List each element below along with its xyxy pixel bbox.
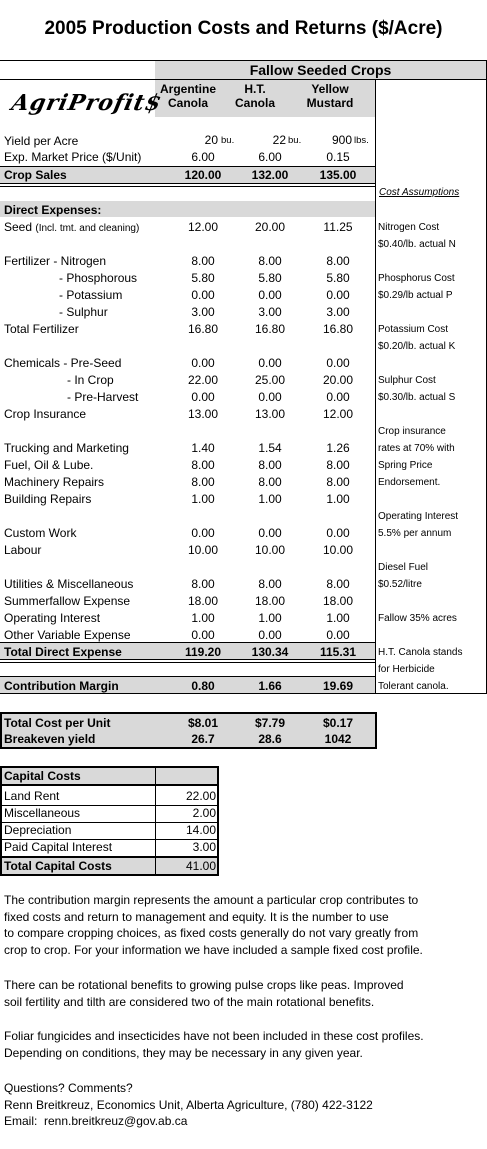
row-seed-v3: 11.25 xyxy=(323,220,353,234)
contribution-label: Contribution Margin xyxy=(4,679,119,693)
assumption-line: Crop insurance xyxy=(378,426,446,437)
capital-total-divider xyxy=(155,856,156,876)
row-seed-v1: 12.00 xyxy=(187,220,219,234)
direct-expenses-label: Direct Expenses: xyxy=(4,203,102,217)
row-custom-work-label: Custom Work xyxy=(4,526,77,540)
row-operating-interest-v1: 1.00 xyxy=(191,611,215,625)
yield-value-2: 22 xyxy=(272,133,286,147)
row-utilities-v1: 8.00 xyxy=(191,577,215,591)
row-preharvest-v1: 0.00 xyxy=(191,390,215,404)
row-custom-work-v3: 0.00 xyxy=(326,526,350,540)
row-labour-label: Labour xyxy=(4,543,42,557)
capital-row-label: Land Rent xyxy=(4,789,60,803)
total-direct-v1: 119.20 xyxy=(184,645,222,659)
row-sulphur-v1: 3.00 xyxy=(191,305,215,319)
email-line: Email: renn.breitkreuz@gov.ab.ca xyxy=(4,1114,188,1129)
yield-unit-1: bu. xyxy=(221,135,235,146)
row-incrop-v2: 25.00 xyxy=(254,373,286,387)
row-machinery-v2: 8.00 xyxy=(258,475,282,489)
row-trucking-v3: 1.26 xyxy=(326,441,350,455)
breakeven-v1: 26.7 xyxy=(191,732,215,746)
total-direct-v3: 115.31 xyxy=(319,645,357,659)
row-preseed-v3: 0.00 xyxy=(326,356,350,370)
crop-sales-label: Crop Sales xyxy=(4,168,67,182)
capital-row-label: Miscellaneous xyxy=(4,806,81,820)
breakeven-v2: 28.6 xyxy=(258,732,282,746)
main-table-bottom xyxy=(0,693,487,694)
row-custom-work-v1: 0.00 xyxy=(191,526,215,540)
total-cost-v2: $7.79 xyxy=(254,716,286,730)
row-other-variable-label: Other Variable Expense xyxy=(4,628,131,642)
capital-total-value: 41.00 xyxy=(185,859,216,873)
row-total-fertilizer-v3: 16.80 xyxy=(322,322,354,336)
cost-assumptions-title: Cost Assumptions xyxy=(379,187,460,198)
row-trucking-v1: 1.40 xyxy=(191,441,215,455)
yield-label: Yield per Acre xyxy=(4,134,79,148)
total-direct-bottom-rule xyxy=(0,659,375,663)
row-phosphorous-v1: 5.80 xyxy=(191,271,215,285)
price-value-1: 6.00 xyxy=(191,150,215,164)
assumption-line: $0.52/litre xyxy=(378,579,422,590)
row-summerfallow-v2: 18.00 xyxy=(254,594,286,608)
row-preharvest-label: - Pre-Harvest xyxy=(67,390,139,404)
capital-header-divider xyxy=(155,766,156,786)
row-phosphorous-v3: 5.80 xyxy=(326,271,350,285)
email-link[interactable]: renn.breitkreuz@gov.ab.ca xyxy=(44,1114,188,1129)
assumption-line: 5.5% per annum xyxy=(378,528,452,539)
row-other-variable-v3: 0.00 xyxy=(326,628,350,642)
note-contribution-margin: The contribution margin represents the amount a particular crop contributes to fixed costs and return to management and equity. It is the number to use to compare cropping choices, as fixed costs generally do not vary greatly from crop to crop. For your information we have included a sample fixed cost profile. xyxy=(4,893,423,957)
row-potassium-v2: 0.00 xyxy=(258,288,282,302)
row-incrop-v3: 20.00 xyxy=(322,373,354,387)
assumption-line: H.T. Canola stands xyxy=(378,647,463,658)
row-sulphur-v2: 3.00 xyxy=(258,305,282,319)
price-label: Exp. Market Price ($/Unit) xyxy=(4,150,142,164)
row-trucking-label: Trucking and Marketing xyxy=(4,441,129,455)
capital-row-value: 3.00 xyxy=(192,840,216,854)
assumption-line: Spring Price xyxy=(378,460,433,471)
note-rotational-benefits: There can be rotational benefits to growing pulse crops like peas. Improved soil fertility and tilth are considered two of the main rotational benefits. xyxy=(4,978,404,1009)
row-potassium-v1: 0.00 xyxy=(191,288,215,302)
row-total-fertilizer-v1: 16.80 xyxy=(187,322,219,336)
row-nitrogen-label: Fertilizer - Nitrogen xyxy=(4,254,107,268)
total-direct-label: Total Direct Expense xyxy=(4,645,122,659)
row-seed-label: Seed (Incl. tmt. and cleaning) xyxy=(4,220,140,234)
row-utilities-v2: 8.00 xyxy=(258,577,282,591)
row-other-variable-v2: 0.00 xyxy=(258,628,282,642)
col-header-argentine: Argentine Canola xyxy=(159,82,216,110)
row-crop-insurance-v2: 13.00 xyxy=(254,407,286,421)
assumption-line: Sulphur Cost xyxy=(378,375,436,386)
contribution-v1: 0.80 xyxy=(191,679,215,693)
row-fuel-v1: 8.00 xyxy=(191,458,215,472)
row-nitrogen-v2: 8.00 xyxy=(258,254,282,268)
crop-sales-bottom-rule xyxy=(0,183,375,187)
total-cost-v3: $0.17 xyxy=(322,716,354,730)
capital-row-value: 2.00 xyxy=(192,806,216,820)
col-header-ht: H.T. Canola xyxy=(234,82,275,110)
yield-unit-2: bu. xyxy=(288,135,302,146)
assumption-line: $0.29/lb actual P xyxy=(378,290,453,301)
row-machinery-v1: 8.00 xyxy=(191,475,215,489)
crop-sales-value-3: 135.00 xyxy=(319,168,357,182)
price-value-3: 0.15 xyxy=(326,150,350,164)
row-sulphur-label: - Sulphur xyxy=(59,305,108,319)
capital-row-value: 22.00 xyxy=(185,789,216,803)
assumption-line: Fallow 35% acres xyxy=(378,613,457,624)
row-labour-v1: 10.00 xyxy=(187,543,219,557)
yield-unit-3: lbs. xyxy=(354,135,369,146)
contribution-v3: 19.69 xyxy=(322,679,354,693)
row-potassium-label: - Potassium xyxy=(59,288,123,302)
row-operating-interest-label: Operating Interest xyxy=(4,611,101,625)
capital-total-label: Total Capital Costs xyxy=(4,859,112,873)
breakeven-label: Breakeven yield xyxy=(4,732,96,746)
row-total-fertilizer-label: Total Fertilizer xyxy=(4,322,79,336)
row-seed-v2: 20.00 xyxy=(254,220,286,234)
row-phosphorous-v2: 5.80 xyxy=(258,271,282,285)
crop-sales-value-2: 132.00 xyxy=(251,168,289,182)
row-fuel-v3: 8.00 xyxy=(326,458,350,472)
row-machinery-v3: 8.00 xyxy=(326,475,350,489)
row-summerfallow-label: Summerfallow Expense xyxy=(4,594,131,608)
assumption-line: $0.30/lb. actual S xyxy=(378,392,456,403)
row-preseed-v2: 0.00 xyxy=(258,356,282,370)
row-crop-insurance-v3: 12.00 xyxy=(322,407,354,421)
row-building-label: Building Repairs xyxy=(4,492,92,506)
total-direct-v2: 130.34 xyxy=(251,645,289,659)
assumption-line: Diesel Fuel xyxy=(378,562,429,573)
row-other-variable-v1: 0.00 xyxy=(191,628,215,642)
row-preseed-v1: 0.00 xyxy=(191,356,215,370)
yield-value-1: 20 xyxy=(204,133,218,147)
row-trucking-v2: 1.54 xyxy=(258,441,282,455)
row-building-v1: 1.00 xyxy=(191,492,215,506)
assumptions-left-border xyxy=(375,80,376,694)
capital-row-value: 14.00 xyxy=(185,823,216,837)
assumption-line: Tolerant canola. xyxy=(378,681,449,692)
row-crop-insurance-v1: 13.00 xyxy=(187,407,219,421)
page-title: 2005 Production Costs and Returns ($/Acre) xyxy=(44,18,443,39)
row-preharvest-v3: 0.00 xyxy=(326,390,350,404)
agriprofit-logo: AgriProfit$ xyxy=(9,90,165,116)
total-cost-label: Total Cost per Unit xyxy=(4,716,111,730)
row-sulphur-v3: 3.00 xyxy=(326,305,350,319)
row-fuel-label: Fuel, Oil & Lube. xyxy=(4,458,94,472)
assumption-line: Endorsement. xyxy=(378,477,441,488)
section-header: Fallow Seeded Crops xyxy=(249,62,392,78)
row-building-v3: 1.00 xyxy=(326,492,350,506)
row-operating-interest-v3: 1.00 xyxy=(326,611,350,625)
row-preseed-label: Chemicals - Pre-Seed xyxy=(4,356,122,370)
crop-sales-value-1: 120.00 xyxy=(184,168,222,182)
row-incrop-v1: 22.00 xyxy=(187,373,219,387)
assumption-line: $0.20/lb. actual K xyxy=(378,341,456,352)
note-contact: Questions? Comments? Renn Breitkreuz, Economics Unit, Alberta Agriculture, (780) 422-3122 Email: renn.breitkreuz@gov.ab.ca xyxy=(4,1080,484,1130)
col-header-mustard: Yellow Mustard xyxy=(306,82,354,110)
assumption-line: Operating Interest xyxy=(378,511,459,522)
row-potassium-v3: 0.00 xyxy=(326,288,350,302)
total-cost-v1: $8.01 xyxy=(187,716,219,730)
capital-row-label: Depreciation xyxy=(4,823,72,837)
row-machinery-label: Machinery Repairs xyxy=(4,475,105,489)
row-nitrogen-v3: 8.00 xyxy=(326,254,350,268)
assumption-line: Nitrogen Cost xyxy=(378,222,440,233)
contribution-v2: 1.66 xyxy=(258,679,282,693)
assumption-line: $0.40/lb. actual N xyxy=(378,239,456,250)
row-labour-v2: 10.00 xyxy=(254,543,286,557)
row-nitrogen-v1: 8.00 xyxy=(191,254,215,268)
yield-value-3: 900 xyxy=(331,133,352,147)
assumption-line: for Herbicide xyxy=(378,664,435,675)
row-summerfallow-v3: 18.00 xyxy=(322,594,354,608)
assumption-line: rates at 70% with xyxy=(378,443,455,454)
row-labour-v3: 10.00 xyxy=(322,543,354,557)
row-phosphorous-label: - Phosphorous xyxy=(59,271,138,285)
row-custom-work-v2: 0.00 xyxy=(258,526,282,540)
assumption-line: Phosphorus Cost xyxy=(378,273,455,284)
row-utilities-label: Utilities & Miscellaneous xyxy=(4,577,134,591)
row-utilities-v3: 8.00 xyxy=(326,577,350,591)
row-operating-interest-v2: 1.00 xyxy=(258,611,282,625)
row-building-v2: 1.00 xyxy=(258,492,282,506)
price-value-2: 6.00 xyxy=(258,150,282,164)
row-total-fertilizer-v2: 16.80 xyxy=(254,322,286,336)
capital-title: Capital Costs xyxy=(4,769,81,783)
row-fuel-v2: 8.00 xyxy=(258,458,282,472)
row-crop-insurance-label: Crop Insurance xyxy=(4,407,87,421)
row-incrop-label: - In Crop xyxy=(67,373,114,387)
row-summerfallow-v1: 18.00 xyxy=(187,594,219,608)
assumption-line: Potassium Cost xyxy=(378,324,449,335)
row-preharvest-v2: 0.00 xyxy=(258,390,282,404)
breakeven-v3: 1042 xyxy=(324,732,352,746)
capital-row-label: Paid Capital Interest xyxy=(4,840,113,854)
note-foliar-fungicides: Foliar fungicides and insecticides have not been included in these cost profiles. Depending on conditions, they may be necessary in any given year. xyxy=(4,1029,424,1060)
